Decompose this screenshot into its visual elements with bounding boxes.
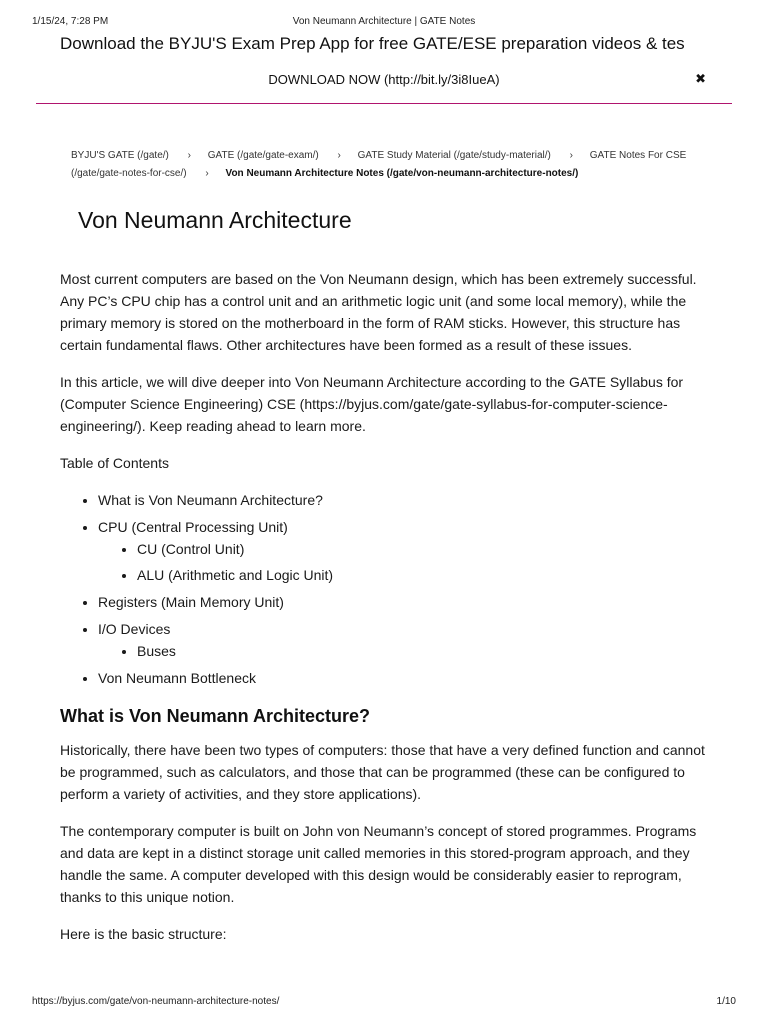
- toc-item: [98, 516, 710, 586]
- intro-paragraph-1: Most current computers are based on the Von Neumann design, which has been extremely successful. Any PC’s CPU chip has a control unit and an arithmetic logic unit (and some local memory), while the primary memory is stored on the motherboard in the form of RAM sticks. However, this structure has certain fundamental flaws. Other architectures have been formed as a result of these issues.: [60, 271, 697, 353]
- toc-subitem: [137, 538, 710, 560]
- app-download-banner: [36, 33, 732, 104]
- print-header: [32, 16, 736, 30]
- breadcrumb-item-gate[interactable]: GATE (/gate/gate-exam/): [207, 150, 319, 161]
- breadcrumb-item-byjus-gate[interactable]: BYJU'S GATE (/gate/): [71, 150, 169, 161]
- toc-link-cu[interactable]: CU (Control Unit): [137, 541, 245, 557]
- download-now-link[interactable]: DOWNLOAD NOW (http://bit.ly/3i8IueA): [268, 72, 500, 87]
- section-heading-what-is: What is Von Neumann Architecture?: [60, 706, 371, 726]
- section-paragraph-3: Here is the basic structure:: [60, 926, 227, 942]
- breadcrumb-separator-icon: ›: [337, 150, 341, 161]
- toc-item: [98, 591, 710, 613]
- section-paragraph-1: Historically, there have been two types of computers: those that have a very defined function and cannot be programmed, such as calculators, and those that can be programmed (these can be configured to perform a variety of activities, and they store applications).: [60, 742, 705, 802]
- breadcrumb-current: Von Neumann Architecture Notes (/gate/von-neumann-architecture-notes/): [225, 168, 579, 179]
- toc-link-io-devices[interactable]: I/O Devices: [98, 621, 171, 637]
- print-footer: [32, 996, 736, 1010]
- print-page-number: 1/10: [716, 996, 736, 1007]
- page-title: Von Neumann Architecture: [78, 207, 352, 233]
- breadcrumb-item-notes-for-cse[interactable]: GATE Notes For CSE (/gate/gate-notes-for-cse/): [71, 150, 687, 179]
- toc-label: Table of Contents: [60, 455, 169, 471]
- print-doc-title: Von Neumann Architecture | GATE Notes: [292, 16, 476, 27]
- toc-item: [98, 667, 710, 689]
- breadcrumb-separator-icon: ›: [569, 150, 573, 161]
- table-of-contents: [60, 489, 710, 689]
- breadcrumb-item-study-material[interactable]: GATE Study Material (/gate/study-material/): [357, 150, 551, 161]
- breadcrumb-separator-icon: ›: [187, 150, 191, 161]
- toc-link-cpu[interactable]: CPU (Central Processing Unit): [98, 519, 288, 535]
- print-url: https://byjus.com/gate/von-neumann-architecture-notes/: [32, 996, 280, 1007]
- breadcrumb: [71, 147, 701, 183]
- toc-subitem: [137, 564, 710, 586]
- toc-link-registers[interactable]: Registers (Main Memory Unit): [98, 594, 284, 610]
- toc-link-buses[interactable]: Buses: [137, 643, 176, 659]
- close-icon[interactable]: ✖: [695, 71, 706, 86]
- toc-item: [98, 489, 710, 511]
- section-paragraph-2: The contemporary computer is built on John von Neumann’s concept of stored programmes. Programs and data are kept in a distinct storage unit called memories in this stored-program approach, and they handle the same. A computer developed with this design would be considerably easier to reprogram, thanks to this unique notion.: [60, 823, 697, 905]
- toc-link-alu[interactable]: ALU (Arithmetic and Logic Unit): [137, 567, 334, 583]
- toc-link-bottleneck[interactable]: Von Neumann Bottleneck: [98, 670, 256, 686]
- toc-link-what-is[interactable]: What is Von Neumann Architecture?: [98, 492, 323, 508]
- toc-item: [98, 618, 710, 662]
- intro-paragraph-2: In this article, we will dive deeper into Von Neumann Architecture according to the GATE Syllabus for (Computer Science Engineering) CSE (https://byjus.com/gate/gate-syllabus-for-computer-science-engineering/). Keep reading ahead to learn more.: [60, 374, 684, 434]
- banner-text: Download the BYJU'S Exam Prep App for free GATE/ESE preparation videos & tes: [60, 34, 685, 53]
- breadcrumb-separator-icon: ›: [205, 168, 209, 179]
- article-body: [60, 268, 710, 960]
- print-datetime: 1/15/24, 7:28 PM: [32, 16, 109, 27]
- toc-subitem: [137, 640, 710, 662]
